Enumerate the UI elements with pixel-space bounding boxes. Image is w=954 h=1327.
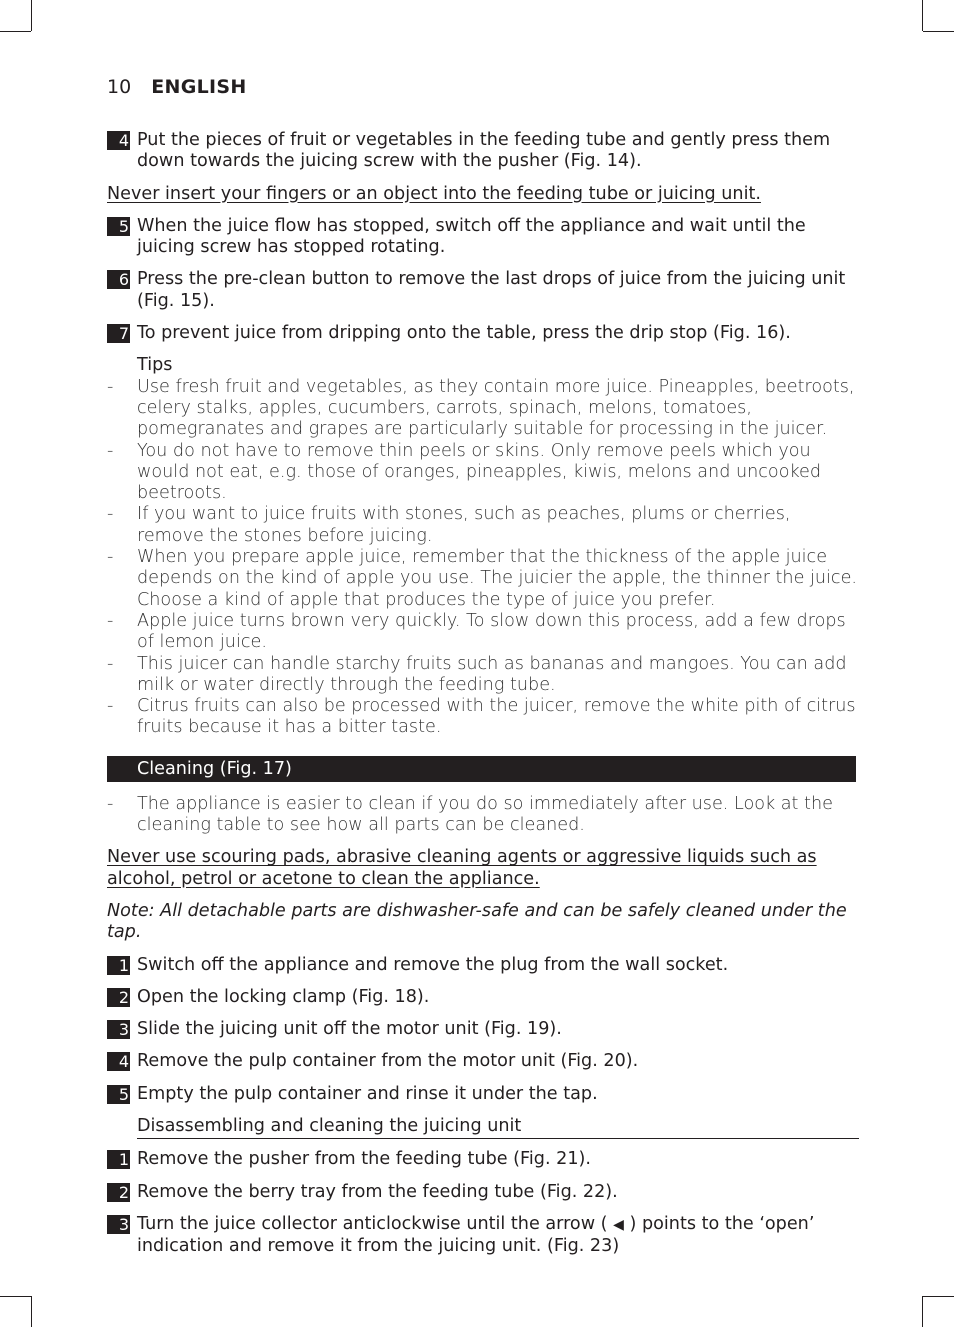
note-text: Note: All detachable parts are dishwasher-safe and can be safely cleaned under the tap. [107,900,847,943]
step-text: Slide the juicing unit off the motor unit (Fig. 19). [137,1019,562,1040]
step-number: 5 [107,217,130,236]
tip-item: - You do not have to remove thin peels or skins. Only remove peels which you would not eat, e.g. those of oranges, pineapples, kiwis, melons and uncooked beetroots. [107,441,859,505]
crop-mark [922,0,923,31]
language-label: ENGLISH [151,76,247,98]
tip-item: - When you prepare apple juice, remember that the thickness of the apple juice depends on the kind of apple you use. The juicier the apple, the thinner the juice. Choose a kind of apple that produces the type of juice you prefer. [107,547,858,610]
warning-text: Never use scouring pads, abrasive cleaning agents or aggressive liquids such as alcohol, petrol or acetone to clean the appliance. [107,847,817,889]
step-number: 2 [107,988,130,1007]
crop-mark [0,1296,31,1297]
crop-mark [922,1296,923,1327]
step-item [107,269,859,312]
page-number: 10 [107,76,132,98]
crop-mark [923,1296,954,1297]
step-number: 3 [107,1020,130,1039]
step-text: When the juice flow has stopped, switch off the appliance and wait until the juicing screw has stopped rotating. [137,215,806,258]
tip-text: Citrus fruits can also be processed with the juicer, remove the white pith of citrus fruits because it has a bitter taste. [137,696,856,738]
tip-item: - Use fresh fruit and vegetables, as they contain more juice. Pineapples, beetroots, celery stalks, apples, cucumbers, carrots, spinach, melons, tomatoes, pomegranates and grapes are particularly suitable for processing in the juicer. [107,377,859,441]
step-item [107,987,859,1008]
tip-text: Use fresh fruit and vegetables, as they contain more juice. Pineapples, beetroots, celery stalks, apples, cucumbers, carrots, spinach, melons, tomatoes, pomegranates and grapes are particularly suitable for processing in the juicer. [137,376,855,440]
crop-mark [31,0,32,31]
step-number: 1 [107,956,130,975]
crop-mark [0,31,31,32]
bullet-text: The appliance is easier to clean if you do so immediately after use. Look at the cleaning table to see how all parts can be cleaned. [137,793,833,836]
step-text: Remove the berry tray from the feeding tube (Fig. 22). [137,1181,618,1202]
step-item [107,1084,859,1105]
crop-mark [31,1296,32,1327]
page-header [107,76,247,98]
arrow-left-icon: ◀ [613,1216,624,1233]
tip-item: - Citrus fruits can also be processed with the juicer, remove the white pith of citrus fruits because it has a bitter taste. [107,696,859,739]
step-text-part: ) points to the ‘open’ indication and remove it from the juicing unit. (Fig. 23) [137,1213,815,1257]
step-number: 2 [107,1183,130,1202]
subsection-heading: Disassembling and cleaning the juicing unit [137,1116,859,1139]
step-text: Remove the pusher from the feeding tube (Fig. 21). [137,1149,591,1170]
tip-text: You do not have to remove thin peels or skins. Only remove peels which you would not eat, e.g. those of oranges, pineapples, kiwis, melons and uncooked beetroots. [137,440,822,504]
step-text: Press the pre-clean button to remove the last drops of juice from the juicing unit (Fig. 15). [137,269,846,311]
step-item [107,1051,859,1072]
step-item [107,130,859,173]
step-item [107,1214,859,1258]
cleaning-bullet: - The appliance is easier to clean if you do so immediately after use. Look at the cleaning table to see how all parts can be cleaned. [107,794,859,837]
tip-text: If you want to juice fruits with stones, such as peaches, plums or cherries, remove the stones before juicing. [137,504,791,546]
step-item [107,1182,859,1203]
step-number: 1 [107,1150,130,1169]
step-text: Switch off the appliance and remove the plug from the wall socket. [137,954,729,975]
step-number: 6 [107,270,130,289]
tip-text: This juicer can handle starchy fruits such as bananas and mangoes. You can add milk or water directly through the feeding tube. [137,653,847,695]
crop-mark [923,31,954,32]
step-item [107,1149,859,1170]
step-text: Open the locking clamp (Fig. 18). [137,986,430,1007]
tips-heading: Tips [137,355,173,376]
step-number: 5 [107,1085,130,1104]
section-heading-cleaning: Cleaning (Fig. 17) [107,756,856,782]
tip-text: Apple juice turns brown very quickly. To slow down this process, add a few drops of lemon juice. [137,610,846,653]
step-item [107,323,859,344]
step-text: Empty the pulp container and rinse it under the tap. [137,1083,598,1104]
page-content [107,130,859,1268]
step-item [107,1019,859,1040]
step-text: Remove the pulp container from the motor unit (Fig. 20). [137,1051,639,1072]
warning-text: Never insert your fingers or an object into the feeding tube or juicing unit. [107,183,761,204]
step-text-part: Turn the juice collector anticlockwise until the arrow ( [137,1213,608,1234]
step-text: Put the pieces of fruit or vegetables in the feeding tube and gently press them down towards the juicing screw with the pusher (Fig. 14). [137,130,831,172]
step-number: 7 [107,324,130,343]
tip-item: - Apple juice turns brown very quickly. To slow down this process, add a few drops of lemon juice. [107,611,859,654]
tip-text: When you prepare apple juice, remember that the thickness of the apple juice depends on the kind of apple you use. The juicier the apple, the thinner the juice. Choose a kind of apple that produces the type of juice you prefer. [137,547,858,610]
tip-item: - This juicer can handle starchy fruits such as bananas and mangoes. You can add milk or water directly through the feeding tube. [107,654,859,697]
step-item [107,955,859,976]
tip-item: - If you want to juice fruits with stones, such as peaches, plums or cherries, remove the stones before juicing. [107,504,859,547]
step-number: 3 [107,1215,130,1234]
step-item [107,216,859,259]
step-number: 4 [107,1052,130,1071]
step-text: To prevent juice from dripping onto the table, press the drip stop (Fig. 16). [137,323,791,344]
step-text [137,1214,859,1258]
step-number: 4 [107,131,130,150]
